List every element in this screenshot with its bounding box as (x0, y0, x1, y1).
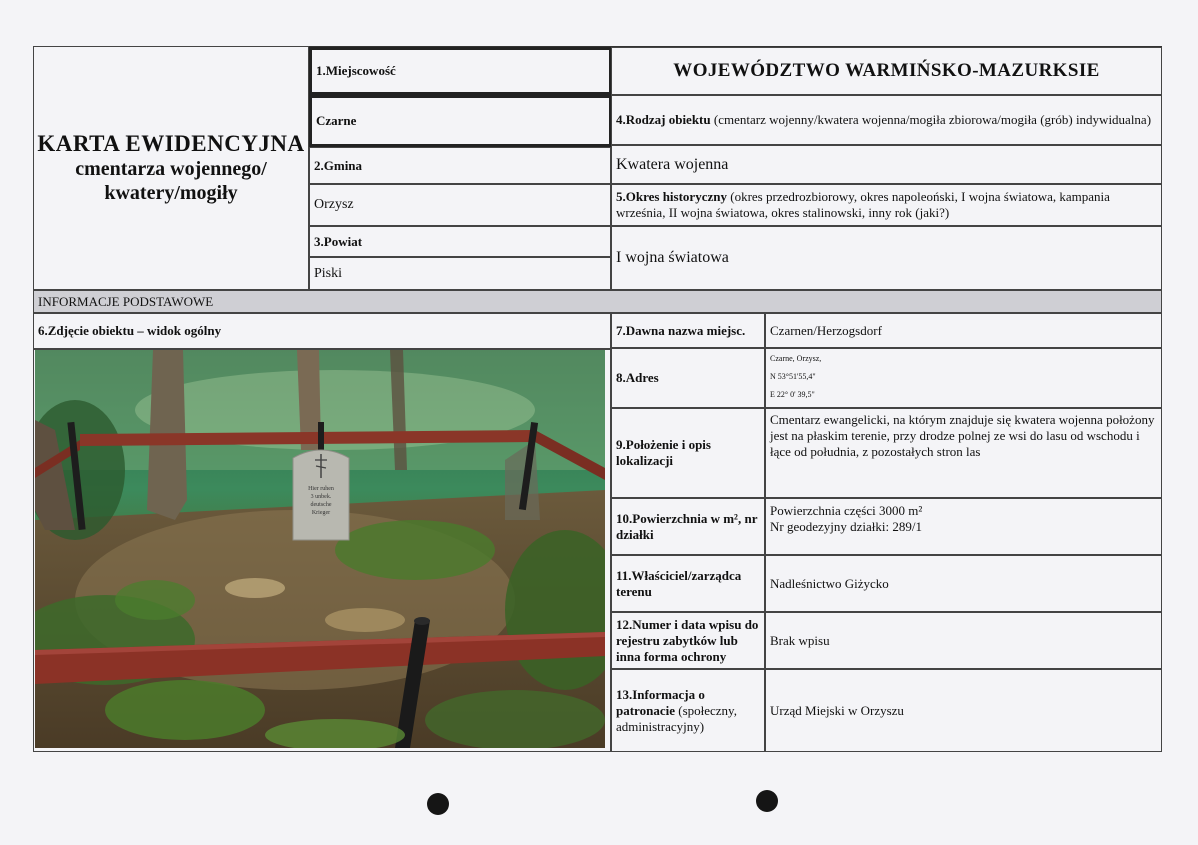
powierzchnia-value-cell (765, 498, 1162, 555)
powiat-value: Piski (314, 265, 343, 281)
powierzchnia-parcel: Nr geodezyjny działki: 289/1 (770, 519, 922, 534)
adres-line-1: Czarne, Orzysz, (770, 354, 822, 363)
card-title (33, 46, 309, 290)
powiat-value-cell (309, 257, 611, 290)
patronat-label: 13.Informacja o (616, 686, 705, 702)
card-title-sub1: cmentarza wojennego/ (75, 158, 267, 180)
patronat-value-cell (765, 669, 1162, 752)
wlasciciel-label: 11.Właściciel/zarządca terenu (616, 567, 742, 599)
gmina-value: Orzysz (314, 197, 354, 212)
okres-hint: (okres przedrozbiorowy, okres napoleoński, I wojna światowa, kampania września, II wojna światowa, okres stalinowski, inny rok (jaki?) (616, 189, 1110, 220)
miejscowosc-label-cell (309, 47, 612, 95)
patronat-value: Urząd Miejski w Orzyszu (770, 702, 904, 718)
polozenie-label-cell (611, 408, 765, 498)
rodzaj-value-cell (611, 145, 1162, 184)
stone-inscription-3: deutsche (310, 502, 332, 508)
okres-label-cell (611, 184, 1162, 226)
dawna-nazwa-value: Czarnen/Herzogsdorf (770, 322, 882, 338)
voivodeship-heading (611, 47, 1162, 95)
okres-value: I wojna światowa (616, 249, 729, 266)
polozenie-label: 9.Położenie i opis lokalizacji (616, 437, 711, 468)
section-bar-basic-info: INFORMACJE PODSTAWOWE (33, 290, 1162, 313)
wlasciciel-value-cell (765, 555, 1162, 612)
rodzaj-hint: (cmentarz wojenny/kwatera wojenna/mogiła zbiorowa/mogiła (grób) indywidualna) (710, 112, 1152, 127)
rodzaj-label: 4.Rodzaj obiektu (616, 112, 711, 127)
stone-inscription-4: Krieger (311, 510, 331, 516)
punch-hole-right (756, 790, 778, 812)
stone-inscription-2: 3 unbek. (310, 494, 332, 500)
dawna-nazwa-value-cell (765, 313, 1162, 348)
stone-inscription-1: Hier ruhen (308, 486, 334, 492)
rejestr-value: Brak wpisu (770, 632, 830, 648)
rejestr-label: 12.Numer i data wpisu do rejestru zabytków lub inna forma ochrony (616, 616, 759, 664)
cemetery-photo-illustration (35, 350, 605, 748)
patronat-hint: (społeczny, administracyjny) (616, 702, 737, 734)
rodzaj-label-cell (611, 95, 1162, 145)
card-title-sub2: kwatery/mogiły (104, 182, 238, 204)
miejscowosc-value: Czarne (316, 113, 357, 128)
miejscowosc-label: 1.Miejscowość (316, 63, 396, 78)
powierzchnia-label: 10.Powierzchnia w m², nr działki (616, 510, 758, 542)
miejscowosc-value-cell (309, 95, 612, 147)
photo-label: 6.Zdjęcie obiektu – widok ogólny (38, 323, 222, 338)
polozenie-value-cell (765, 408, 1162, 498)
powiat-label-cell (309, 226, 611, 257)
rejestr-label-cell (611, 612, 765, 669)
gmina-label: 2.Gmina (314, 157, 363, 173)
photo-label-cell (33, 313, 611, 349)
polozenie-value: Cmentarz ewangelicki, na którym znajduje się kwatera wojenna położony jest na płaskim terenie, przy drodze polnej ze wsi do lasu od wschodu i łące od południa, z pozostałych stron las (770, 412, 1155, 459)
card-title-main: KARTA EWIDENCYJNA (37, 131, 305, 156)
adres-line-3: E 22° 0' 39,5" (770, 390, 815, 399)
wlasciciel-value: Nadleśnictwo Giżycko (770, 575, 889, 591)
powierzchnia-label-cell (611, 498, 765, 555)
adres-label-cell (611, 348, 765, 408)
patronat-label-cell (611, 669, 765, 752)
rejestr-value-cell (765, 612, 1162, 669)
dawna-nazwa-label: 7.Dawna nazwa miejsc. (616, 322, 746, 338)
adres-label: 8.Adres (616, 370, 659, 385)
adres-line-2: N 53°51'55,4" (770, 372, 816, 381)
wlasciciel-label-cell (611, 555, 765, 612)
powiat-label: 3.Powiat (314, 233, 363, 249)
okres-label: 5.Okres historyczny (616, 189, 727, 204)
rodzaj-value: Kwatera wojenna (616, 155, 729, 173)
powierzchnia-area: Powierzchnia części 3000 m² (770, 503, 923, 518)
gmina-label-cell (309, 147, 611, 184)
object-photo (35, 350, 605, 748)
voivodeship-name: WOJEWÓDZTWO WARMIŃSKO-MAZURKSIE (673, 60, 1100, 81)
okres-value-cell (611, 226, 1162, 290)
punch-hole-left (427, 793, 449, 815)
adres-value-cell (765, 348, 1162, 408)
dawna-nazwa-label-cell (611, 313, 765, 348)
patronat-label-2: patronacie (616, 702, 675, 718)
gmina-value-cell (309, 184, 611, 226)
